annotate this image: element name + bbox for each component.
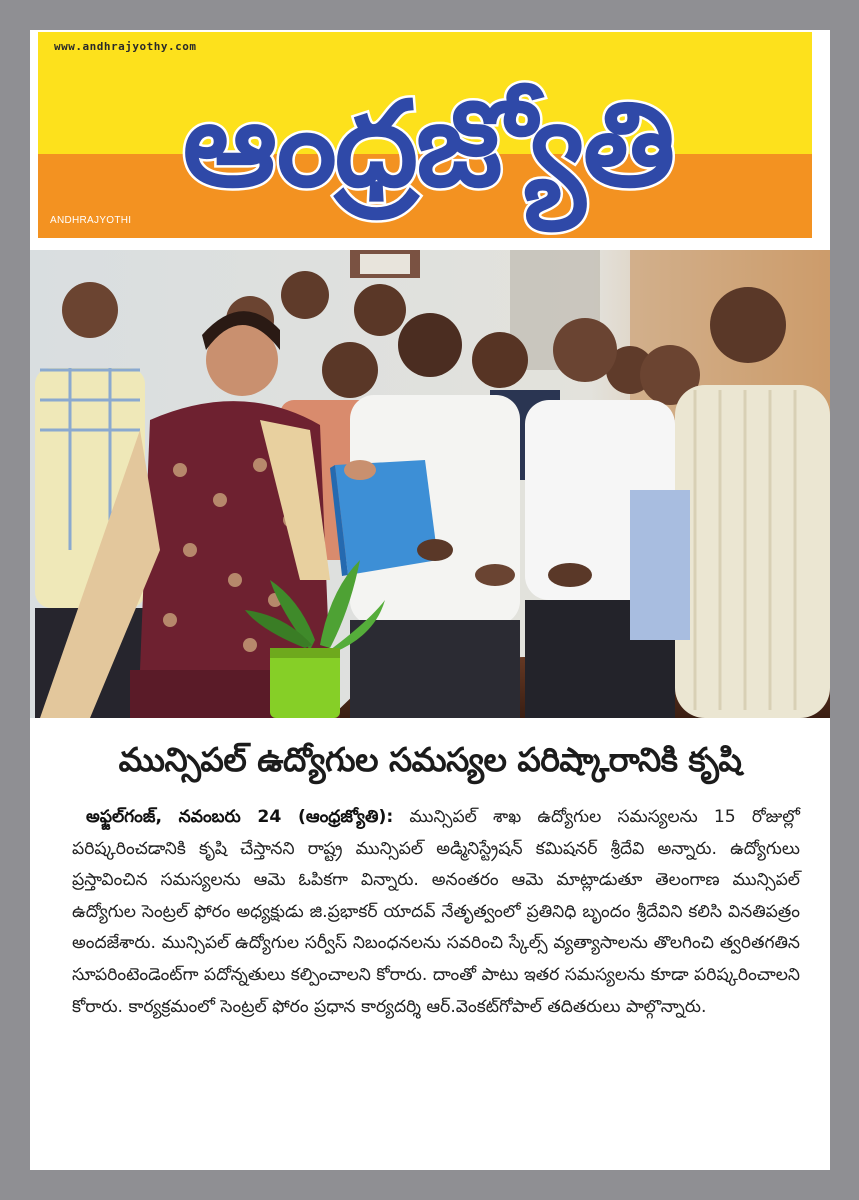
article-body (72, 802, 800, 1023)
masthead (38, 32, 812, 238)
newspaper-clipping (30, 30, 830, 1170)
article-headline: మున్సిపల్ ఉద్యోగుల సమస్యల పరిష్కారానికి కృషి (118, 740, 742, 779)
article-text: మున్సిపల్ శాఖ ఉద్యోగుల సమస్యలను 15 రోజుల్లో పరిష్కరించడానికి కృషి చేస్తానని రాష్ట్ర మున్సిపల్ అడ్మినిస్ట్రేషన్ కమిషనర్ శ్రీదేవి అన్నారు. ఉద్యోగులు ప్రస్తావించిన సమస్యలను ఆమె ఓపికగా విన్నారు. అనంతరం ఆమె మాట్లాడుతూ తెలంగాణ మున్సిపల్ ఉద్యోగుల సెంట్రల్ ఫోరం అధ్యక్షుడు జి.ప్రభాకర్ యాదవ్ నేతృత్వంలో ప్రతినిధి బృందం శ్రీదేవిని కలిసి వినతిపత్రం అందజేశారు. మున్సిపల్ ఉద్యోగుల సర్వీస్ నిబంధనలను సవరించి స్కేల్స్ వ్యత్యాసాలను తొలగించి త్వరితగతిన సూపరింటెండెంట్‌గా పదోన్నతులు కల్పించాలని కోరారు. దాంతో పాటు ఇతర సమస్యలను కూడా పరిష్కరించాలని కోరారు. కార్యక్రమంలో సెంట్రల్ ఫోరం ప్రధాన కార్యదర్శి ఆర్.వెంకట్‌గోపాల్ తదితరులు పాల్గొన్నారు. (72, 807, 800, 1017)
news-photo (30, 250, 830, 718)
article-dateline: అఫ్జల్‌గంజ్, నవంబరు 24 (ఆంధ్రజ్యోతి): (86, 807, 394, 827)
masthead-brand-small: ANDHRAJYOTHI (50, 215, 132, 226)
masthead-url: www.andhrajyothy.com (54, 40, 197, 53)
newspaper-logo: ఆంధ్రజ్యోతి (182, 75, 674, 213)
